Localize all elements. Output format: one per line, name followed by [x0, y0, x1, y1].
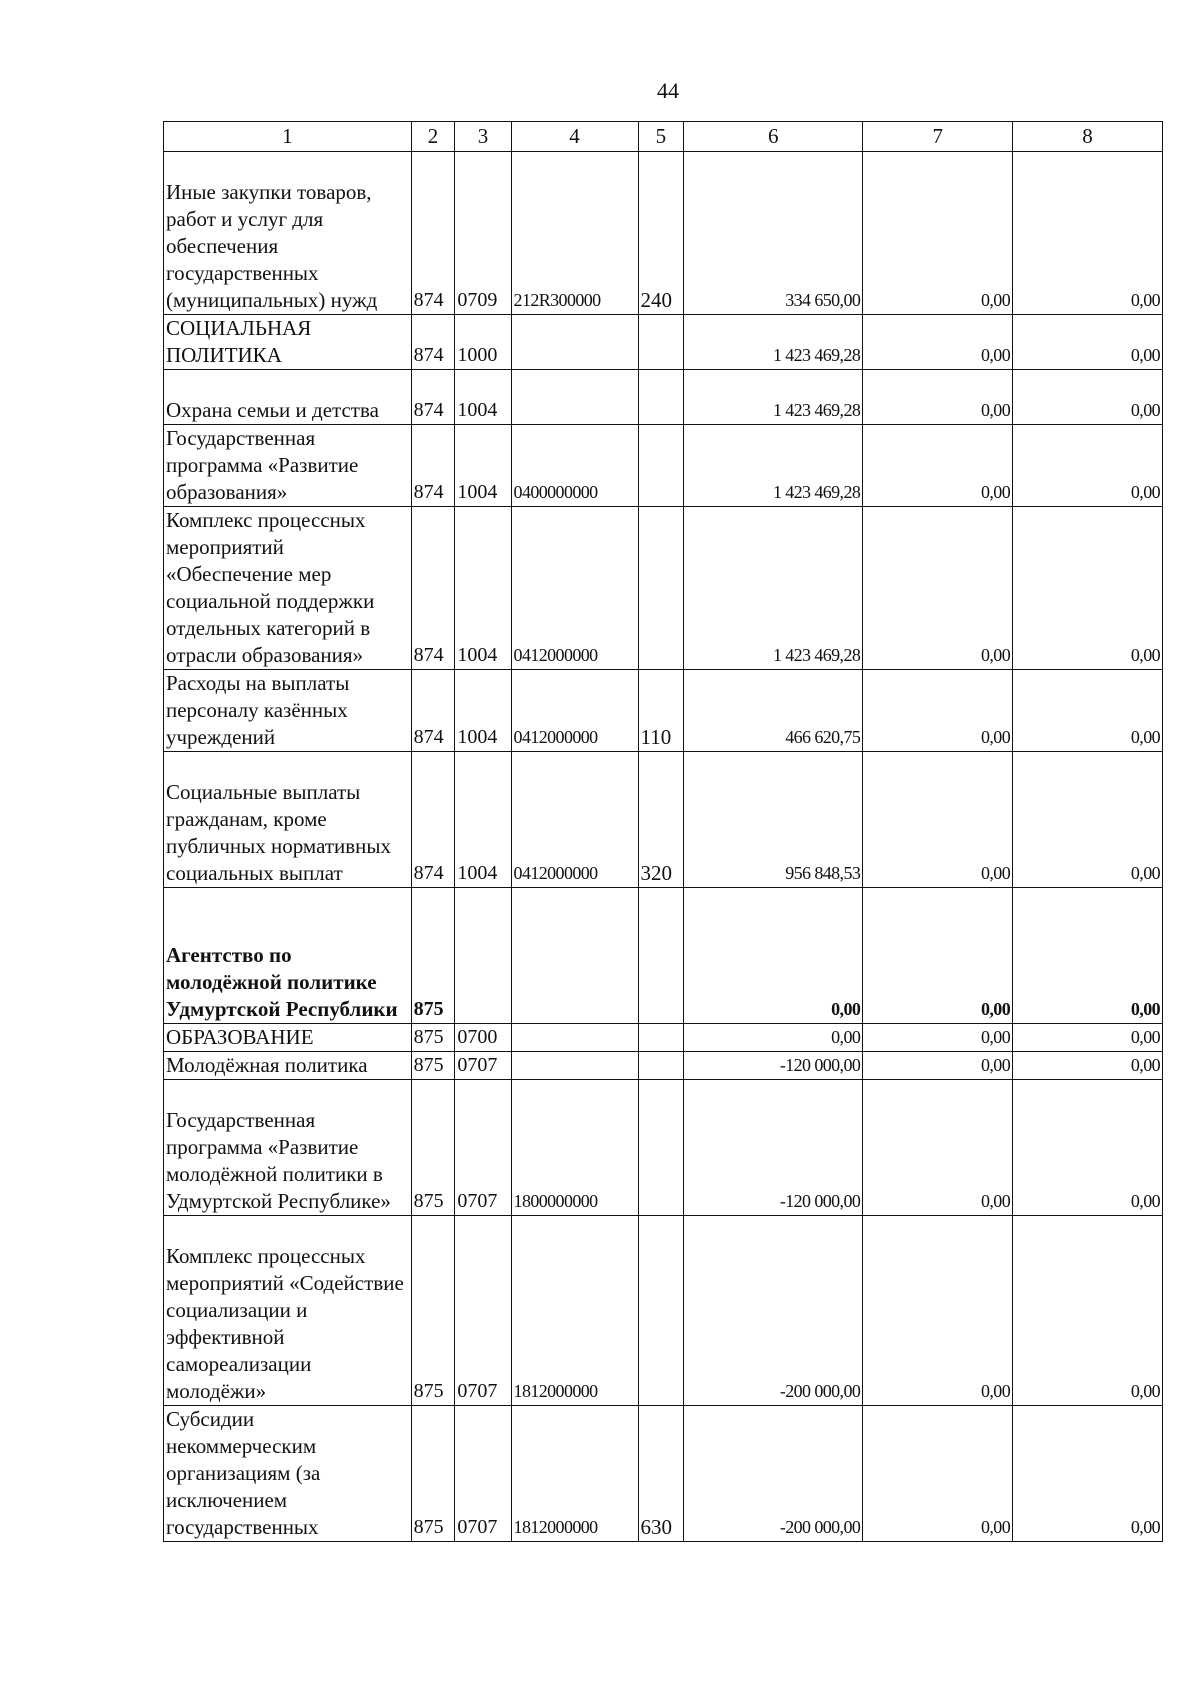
- cell-col2: 875: [411, 1216, 455, 1406]
- cell-col8: 0,00: [1013, 1216, 1163, 1406]
- cell-col6: 0,00: [684, 888, 863, 1024]
- table-row: [164, 152, 1163, 315]
- cell-col7: 0,00: [863, 1052, 1013, 1080]
- cell-col5: [638, 1024, 684, 1052]
- cell-col3: 0709: [455, 152, 511, 315]
- cell-col6: -200 000,00: [684, 1406, 863, 1542]
- cell-col8: 0,00: [1013, 752, 1163, 888]
- cell-col5: [638, 315, 684, 370]
- table-row: [164, 1216, 1163, 1406]
- cell-col5: [638, 507, 684, 670]
- cell-col2: 875: [411, 1024, 455, 1052]
- cell-col6: 1 423 469,28: [684, 370, 863, 425]
- cell-col3: [455, 888, 511, 1024]
- cell-col3: 1004: [455, 425, 511, 507]
- table-row: [164, 370, 1163, 425]
- cell-name: Охрана семьи и детства: [164, 370, 412, 425]
- cell-col7: 0,00: [863, 1406, 1013, 1542]
- cell-name: СОЦИАЛЬНАЯ ПОЛИТИКА: [164, 315, 412, 370]
- cell-col2: 874: [411, 315, 455, 370]
- cell-col8: 0,00: [1013, 507, 1163, 670]
- cell-col2: 874: [411, 425, 455, 507]
- column-header: 4: [511, 122, 638, 152]
- cell-col4: 0412000000: [511, 670, 638, 752]
- column-header: 1: [164, 122, 412, 152]
- cell-col3: 1000: [455, 315, 511, 370]
- cell-col7: 0,00: [863, 425, 1013, 507]
- table-row: [164, 670, 1163, 752]
- table-row: [164, 1024, 1163, 1052]
- cell-col8: 0,00: [1013, 1406, 1163, 1542]
- cell-col4: 1800000000: [511, 1080, 638, 1216]
- cell-col7: 0,00: [863, 1080, 1013, 1216]
- cell-col7: 0,00: [863, 1216, 1013, 1406]
- cell-name: Агентство по молодёжной политике Удмуртской Республики: [164, 888, 412, 1024]
- cell-name: Комплекс процессных мероприятий «Обеспечение мер социальной поддержки отдельных категорий в отрасли образования»: [164, 507, 412, 670]
- cell-col6: 0,00: [684, 1024, 863, 1052]
- cell-col5: [638, 1216, 684, 1406]
- cell-col6: -120 000,00: [684, 1080, 863, 1216]
- cell-col8: 0,00: [1013, 370, 1163, 425]
- cell-col5: 110: [638, 670, 684, 752]
- cell-name: ОБРАЗОВАНИЕ: [164, 1024, 412, 1052]
- cell-col4: [511, 370, 638, 425]
- cell-col3: 1004: [455, 507, 511, 670]
- cell-col2: 874: [411, 507, 455, 670]
- column-header: 8: [1013, 122, 1163, 152]
- budget-table: [163, 121, 1163, 1542]
- cell-col5: 240: [638, 152, 684, 315]
- cell-col2: 875: [411, 1052, 455, 1080]
- cell-col8: 0,00: [1013, 888, 1163, 1024]
- cell-col6: 334 650,00: [684, 152, 863, 315]
- cell-col6: 1 423 469,28: [684, 315, 863, 370]
- table-row: [164, 752, 1163, 888]
- cell-col2: 875: [411, 1406, 455, 1542]
- table-row: [164, 888, 1163, 1024]
- cell-name: Государственная программа «Развитие молодёжной политики в Удмуртской Республике»: [164, 1080, 412, 1216]
- cell-col7: 0,00: [863, 315, 1013, 370]
- cell-col3: 0707: [455, 1406, 511, 1542]
- cell-col7: 0,00: [863, 888, 1013, 1024]
- cell-col4: 1812000000: [511, 1406, 638, 1542]
- cell-col5: 630: [638, 1406, 684, 1542]
- table-body: [164, 152, 1163, 1542]
- column-header: 5: [638, 122, 684, 152]
- column-header: 7: [863, 122, 1013, 152]
- cell-name: Иные закупки товаров, работ и услуг для обеспечения государственных (муниципальных) нужд: [164, 152, 412, 315]
- cell-col6: 1 423 469,28: [684, 507, 863, 670]
- cell-col8: 0,00: [1013, 1024, 1163, 1052]
- cell-col8: 0,00: [1013, 670, 1163, 752]
- cell-col3: 0707: [455, 1080, 511, 1216]
- page-number: 44: [657, 78, 679, 103]
- cell-col2: 874: [411, 370, 455, 425]
- cell-col8: 0,00: [1013, 1052, 1163, 1080]
- cell-col4: 212R300000: [511, 152, 638, 315]
- cell-col3: 0700: [455, 1024, 511, 1052]
- table-row: [164, 425, 1163, 507]
- table-row: [164, 315, 1163, 370]
- cell-col4: [511, 888, 638, 1024]
- cell-col6: 1 423 469,28: [684, 425, 863, 507]
- cell-col5: 320: [638, 752, 684, 888]
- cell-col8: 0,00: [1013, 152, 1163, 315]
- cell-col5: [638, 888, 684, 1024]
- cell-col2: 874: [411, 670, 455, 752]
- cell-col7: 0,00: [863, 1024, 1013, 1052]
- cell-name: Субсидии некоммерческим организациям (за исключением государственных: [164, 1406, 412, 1542]
- cell-col3: 0707: [455, 1216, 511, 1406]
- table-row: [164, 507, 1163, 670]
- cell-col7: 0,00: [863, 507, 1013, 670]
- table-row: [164, 1052, 1163, 1080]
- table-row: [164, 1080, 1163, 1216]
- cell-col3: 1004: [455, 752, 511, 888]
- column-header: 6: [684, 122, 863, 152]
- cell-col8: 0,00: [1013, 315, 1163, 370]
- cell-col5: [638, 370, 684, 425]
- cell-col5: [638, 425, 684, 507]
- cell-col5: [638, 1052, 684, 1080]
- cell-col6: 466 620,75: [684, 670, 863, 752]
- table-row: [164, 1406, 1163, 1542]
- cell-name: Государственная программа «Развитие образования»: [164, 425, 412, 507]
- cell-col4: 0412000000: [511, 752, 638, 888]
- column-header: 2: [411, 122, 455, 152]
- cell-col8: 0,00: [1013, 425, 1163, 507]
- cell-col7: 0,00: [863, 752, 1013, 888]
- cell-col4: 1812000000: [511, 1216, 638, 1406]
- cell-col3: 1004: [455, 670, 511, 752]
- cell-col2: 875: [411, 1080, 455, 1216]
- cell-col2: 874: [411, 152, 455, 315]
- cell-col4: 0412000000: [511, 507, 638, 670]
- cell-col4: [511, 1052, 638, 1080]
- cell-col8: 0,00: [1013, 1080, 1163, 1216]
- cell-col7: 0,00: [863, 670, 1013, 752]
- cell-col3: 0707: [455, 1052, 511, 1080]
- cell-col2: 874: [411, 752, 455, 888]
- cell-name: Молодёжная политика: [164, 1052, 412, 1080]
- cell-col3: 1004: [455, 370, 511, 425]
- cell-name: Социальные выплаты гражданам, кроме публичных нормативных социальных выплат: [164, 752, 412, 888]
- header-row: [164, 122, 1163, 152]
- cell-name: Комплекс процессных мероприятий «Содействие социализации и эффективной самореализации молодёжи»: [164, 1216, 412, 1406]
- cell-col4: [511, 315, 638, 370]
- cell-col2: 875: [411, 888, 455, 1024]
- cell-col5: [638, 1080, 684, 1216]
- cell-col4: [511, 1024, 638, 1052]
- cell-col4: 0400000000: [511, 425, 638, 507]
- column-header: 3: [455, 122, 511, 152]
- cell-col6: 956 848,53: [684, 752, 863, 888]
- cell-col6: -200 000,00: [684, 1216, 863, 1406]
- cell-col7: 0,00: [863, 370, 1013, 425]
- cell-col6: -120 000,00: [684, 1052, 863, 1080]
- cell-col7: 0,00: [863, 152, 1013, 315]
- cell-name: Расходы на выплаты персоналу казённых учреждений: [164, 670, 412, 752]
